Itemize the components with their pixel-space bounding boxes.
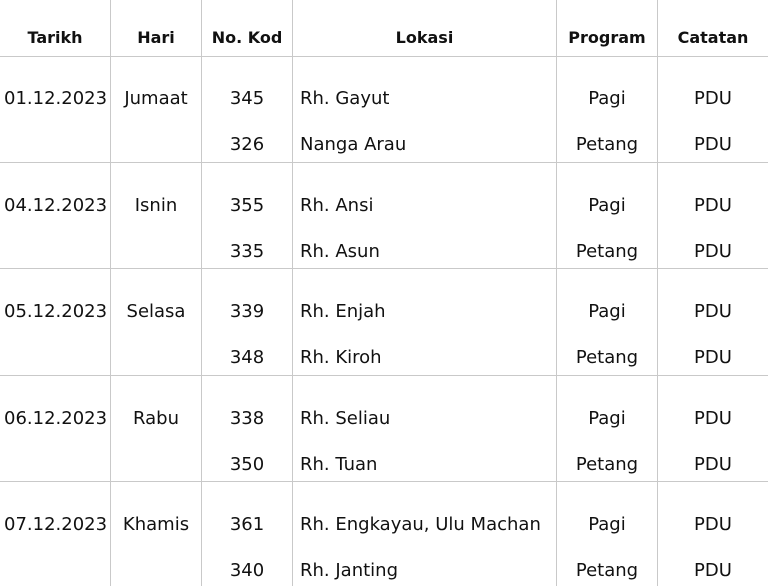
cell-date: 01.12.2023 — [4, 88, 108, 109]
cell-location: Rh. Janting — [300, 560, 398, 581]
cell-note: PDU — [694, 347, 732, 368]
grid-line — [0, 268, 768, 269]
cell-note: PDU — [694, 408, 732, 429]
cell-location: Rh. Kiroh — [300, 347, 382, 368]
cell-date: 07.12.2023 — [4, 514, 108, 535]
cell-day: Isnin — [134, 195, 178, 216]
cell-day: Rabu — [133, 408, 179, 429]
grid-line — [0, 162, 768, 163]
cell-location: Rh. Ansi — [300, 195, 374, 216]
header-no-kod: No. Kod — [211, 28, 283, 47]
cell-program: Pagi — [588, 88, 626, 109]
header-catatan: Catatan — [677, 28, 749, 47]
cell-code: 340 — [229, 560, 265, 581]
header-program: Program — [568, 28, 646, 47]
cell-location: Rh. Asun — [300, 241, 380, 262]
cell-code: 339 — [229, 301, 265, 322]
cell-day: Selasa — [126, 301, 186, 322]
cell-location: Rh. Tuan — [300, 454, 378, 475]
cell-program: Petang — [575, 560, 639, 581]
cell-code: 361 — [229, 514, 265, 535]
cell-note: PDU — [694, 88, 732, 109]
cell-location: Rh. Enjah — [300, 301, 386, 322]
cell-code: 350 — [229, 454, 265, 475]
cell-location: Rh. Seliau — [300, 408, 391, 429]
cell-program: Petang — [575, 347, 639, 368]
cell-date: 06.12.2023 — [4, 408, 108, 429]
cell-location: Rh. Engkayau, Ulu Machan — [300, 514, 541, 535]
cell-program: Pagi — [588, 514, 626, 535]
cell-code: 348 — [229, 347, 265, 368]
cell-code: 335 — [229, 241, 265, 262]
cell-day: Khamis — [122, 514, 190, 535]
cell-day: Jumaat — [124, 88, 188, 109]
cell-note: PDU — [694, 560, 732, 581]
grid-line — [0, 56, 768, 57]
cell-program: Petang — [575, 241, 639, 262]
cell-code: 326 — [229, 134, 265, 155]
cell-note: PDU — [694, 195, 732, 216]
cell-code: 355 — [229, 195, 265, 216]
cell-note: PDU — [694, 514, 732, 535]
header-tarikh: Tarikh — [27, 28, 83, 47]
cell-program: Pagi — [588, 301, 626, 322]
cell-note: PDU — [694, 301, 732, 322]
header-lokasi: Lokasi — [395, 28, 454, 47]
cell-note: PDU — [694, 241, 732, 262]
cell-program: Pagi — [588, 195, 626, 216]
cell-location: Rh. Gayut — [300, 88, 390, 109]
cell-program: Petang — [575, 134, 639, 155]
cell-program: Pagi — [588, 408, 626, 429]
grid-line — [292, 0, 293, 586]
cell-location: Nanga Arau — [300, 134, 407, 155]
header-hari: Hari — [137, 28, 175, 47]
cell-note: PDU — [694, 134, 732, 155]
cell-date: 04.12.2023 — [4, 195, 108, 216]
grid-line — [0, 481, 768, 482]
cell-note: PDU — [694, 454, 732, 475]
cell-date: 05.12.2023 — [4, 301, 108, 322]
cell-code: 338 — [229, 408, 265, 429]
cell-code: 345 — [229, 88, 265, 109]
cell-program: Petang — [575, 454, 639, 475]
grid-line — [0, 375, 768, 376]
